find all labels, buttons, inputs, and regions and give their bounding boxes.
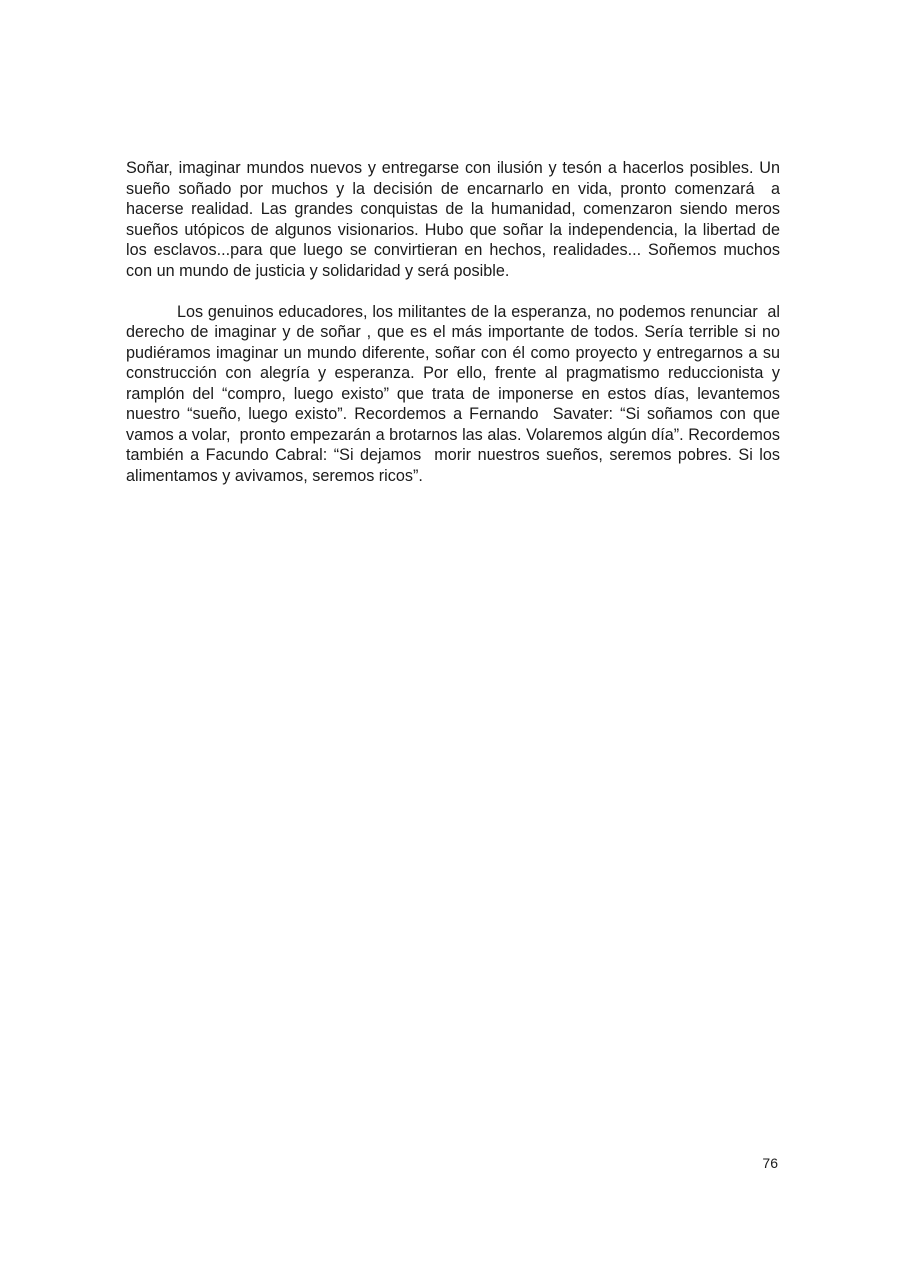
page-number: 76 <box>762 1155 778 1171</box>
paragraph-2: Los genuinos educadores, los militantes de la esperanza, no podemos renunciar al derecho de imaginar y de soñar , que es el más importante de todos. Sería terrible si no pudiéramos imaginar un mundo diferente, soñar con él como proyecto y entregarnos a su construcción con alegría y esperanza. Por ello, frente al pragmatismo reduccionista y ramplón del “compro, luego existo” que trata de imponerse en estos días, levantemos nuestro “sueño, luego existo”. Recordemos a Fernando Savater: “Si soñamos con que vamos a volar, pronto empezarán a brotarnos las alas. Volaremos algún día”. Recordemos también a Facundo Cabral: “Si dejamos morir nuestros sueños, seremos pobres. Si los alimentamos y avivamos, seremos ricos”. <box>126 302 785 485</box>
body-text <box>126 158 789 486</box>
paragraph-1: Soñar, imaginar mundos nuevos y entregarse con ilusión y tesón a hacerlos posibles. Un sueño soñado por muchos y la decisión de encarnarlo en vida, pronto comenzará a hacerse realidad. Las grandes conquistas de la humanidad, comenzaron siendo meros sueños utópicos de algunos visionarios. Hubo que soñar la independencia, la libertad de los esclavos...para que luego se convirtieran en hechos, realidades... Soñemos muchos con un mundo de justicia y solidaridad y será posible. <box>126 159 789 280</box>
